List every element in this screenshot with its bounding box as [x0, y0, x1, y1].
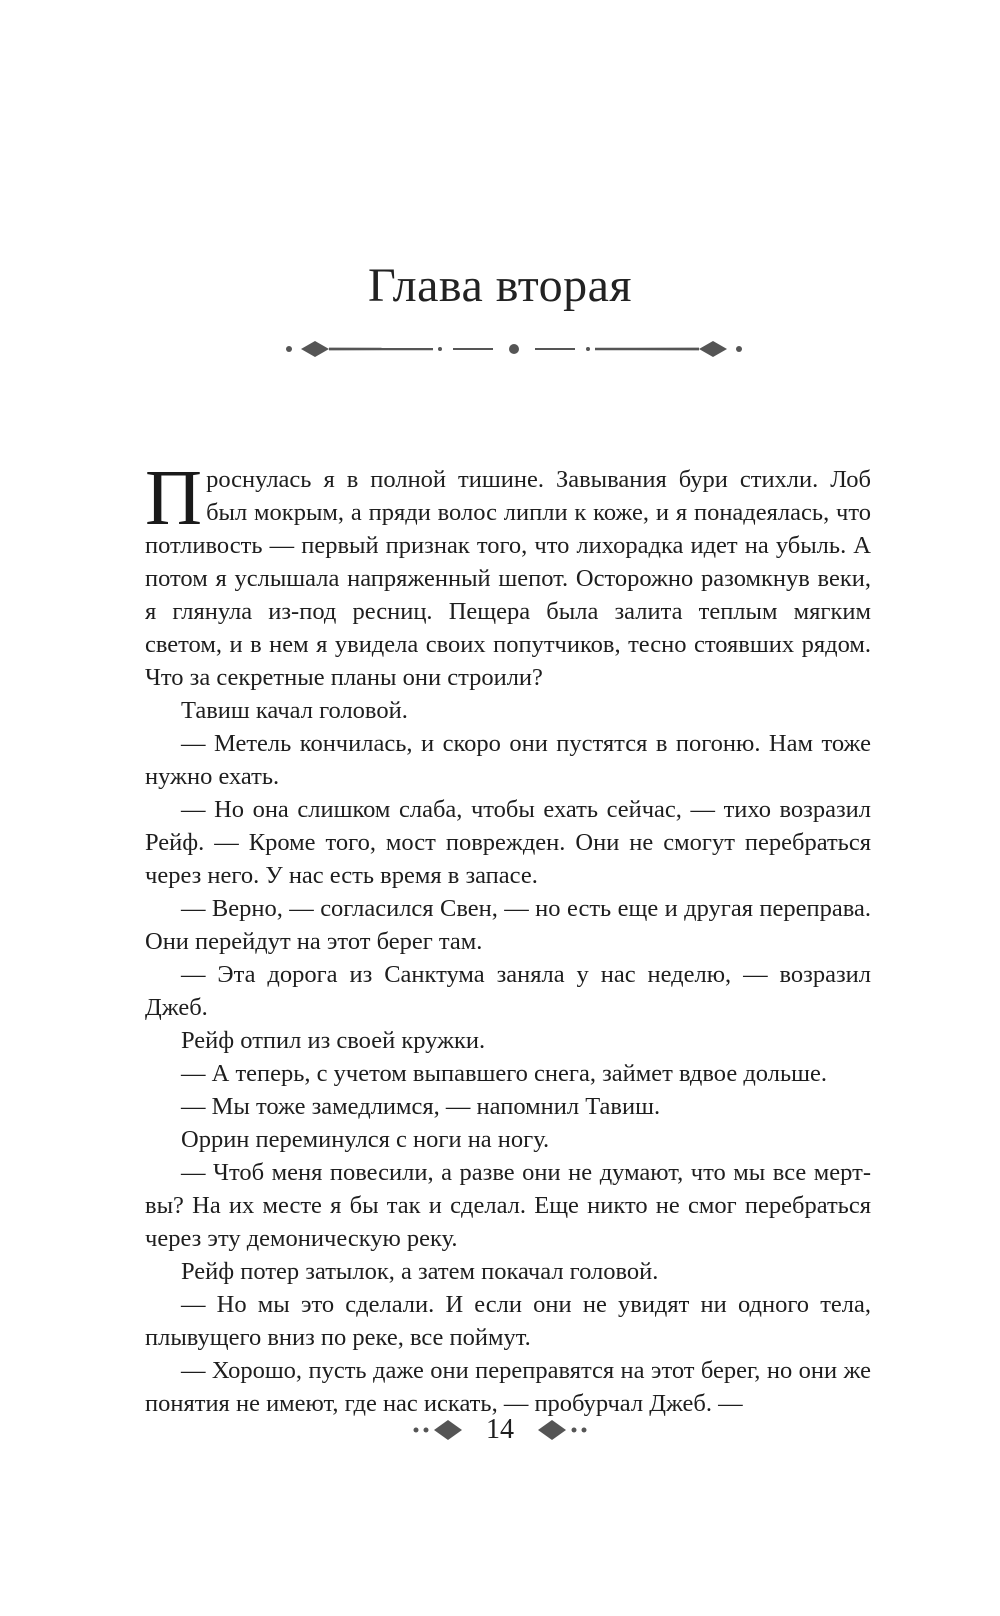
- paragraph: Оррин переминулся с ноги на ногу.: [181, 1126, 550, 1153]
- paragraph: — Хорошо, пусть даже они переправятся на этот берег, но они же понятия не имеют, где нас искать, — пробурчал Джеб. —: [145, 1357, 871, 1417]
- ornament-line: [329, 348, 433, 351]
- folio-ornament-right: [530, 1418, 588, 1442]
- ornament-line: [595, 348, 699, 351]
- folio-ornament-left: [412, 1418, 470, 1442]
- paragraph: Рейф потер затылок, а затем покачал головой.: [181, 1258, 659, 1285]
- paragraph-text: роснулась я в полной тишине. Завывания бури стихли. Лоб был мокрым, а пряди волос липли к коже, и я понадеялась, что потливость — первый признак того, что лихорадка идет на убыль. А потом я услышала напряженный шепот. Осторожно разомкнув веки, я глянула из-под ресниц. Пещера была залита теплым мягким светом, и в нем я увидела своих попутчиков, тесно стоявших рядом. Что за секретные планы они строили?: [145, 466, 871, 691]
- chapter-divider-ornament: [285, 336, 743, 362]
- ornament-dot: [286, 346, 292, 352]
- paragraph: — Но мы это сделали. И если они не увидят ни одного тела, плывущего вниз по реке, все поймут.: [145, 1291, 871, 1351]
- paragraph: — А теперь, с учетом выпавшего снега, займет вдвое дольше.: [181, 1060, 827, 1087]
- paragraph: [145, 455, 871, 694]
- ornament-dot: [438, 347, 442, 351]
- paragraph: — Мы тоже замедлимся, — напомнил Тавиш.: [181, 1093, 661, 1120]
- page-footer: [0, 1408, 1000, 1452]
- paragraph: — Но она слишком слаба, чтобы ехать сейчас, — тихо возразил Рейф. — Кроме того, мост поврежден. Они не смогут перебраться через него. У нас есть время в запасе.: [145, 796, 871, 889]
- ornament-dot: [586, 347, 590, 351]
- chapter-body: [145, 455, 871, 1420]
- ornament-dash: [453, 348, 493, 350]
- paragraph: Тавиш качал головой.: [181, 697, 408, 724]
- ornament-diamond: [301, 341, 329, 357]
- ornament-diamond: [699, 341, 727, 357]
- ornament-dot: [736, 346, 742, 352]
- paragraph: — Метель кончилась, и скоро они пустятся в погоню. Нам тоже нужно ехать.: [145, 730, 871, 790]
- page-number: 14: [486, 1414, 514, 1445]
- ornament-dash: [535, 348, 575, 350]
- dropcap-letter: П: [145, 455, 203, 542]
- chapter-title: Глава вторая: [368, 259, 632, 312]
- paragraph: Рейф отпил из своей кружки.: [181, 1027, 486, 1054]
- paragraph: — Эта дорога из Санктума заняла у нас неделю, — возразил Джеб.: [145, 961, 871, 1021]
- paragraph: — Чтоб меня повесили, а разве они не думают, что мы все мертвы? На их месте я бы так и сделал. Еще никто не смог перебраться через эту демоническую реку.: [145, 1159, 871, 1252]
- paragraph: — Верно, — согласился Свен, — но есть еще и другая переправа. Они перейдут на этот берег там.: [145, 895, 871, 955]
- ornament-center-dot: [509, 344, 519, 354]
